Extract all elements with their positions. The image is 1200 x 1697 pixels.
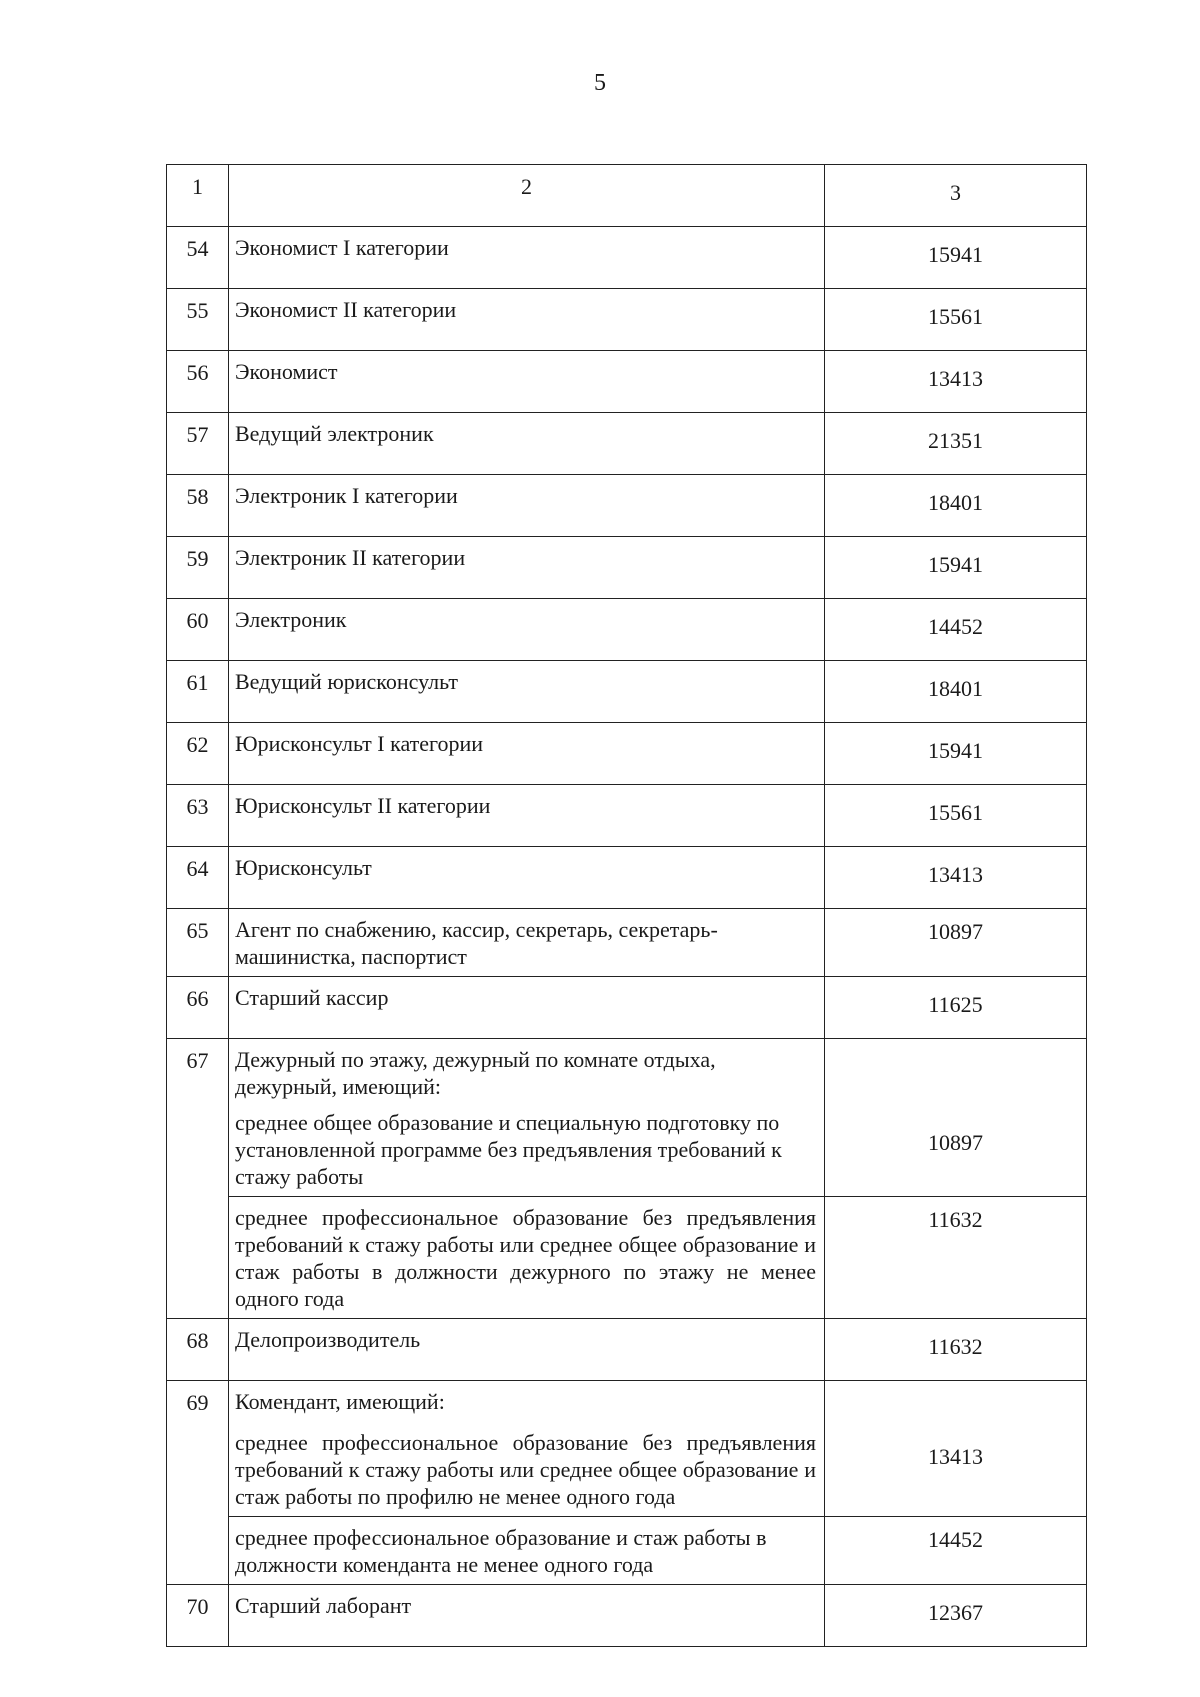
table-row: [167, 413, 1087, 475]
position-name: Агент по снабжению, кассир, секретарь, секретарь-машинистка, паспортист: [229, 909, 825, 977]
row-number: 58: [167, 475, 229, 537]
table-row: [167, 661, 1087, 723]
position-name: Экономист II категории: [229, 289, 825, 351]
table-row: [167, 1319, 1087, 1381]
table-row: [167, 1039, 1087, 1197]
salary-value: 10897: [825, 1039, 1087, 1197]
table-header-row: [167, 165, 1087, 227]
salary-value: 18401: [825, 661, 1087, 723]
salary-value: 15941: [825, 227, 1087, 289]
salary-value: 14452: [825, 599, 1087, 661]
salary-value: 15561: [825, 289, 1087, 351]
table-row: [167, 785, 1087, 847]
table-row: [167, 537, 1087, 599]
salary-value: 15561: [825, 785, 1087, 847]
table-row: [167, 1381, 1087, 1517]
salary-value: 15941: [825, 723, 1087, 785]
table-row: [167, 723, 1087, 785]
position-condition: среднее профессиональное образование без предъявления требований к стажу работы или среднее общее образование и стаж работы в должности дежурного по этажу не менее одного года: [229, 1197, 825, 1319]
table-row: [167, 227, 1087, 289]
salary-value: 13413: [825, 1381, 1087, 1517]
position-name: Электроник: [229, 599, 825, 661]
salary-value: 18401: [825, 475, 1087, 537]
table-row: [167, 1517, 1087, 1585]
row-number: 66: [167, 977, 229, 1039]
page-number: 5: [594, 70, 606, 96]
salary-value: 14452: [825, 1517, 1087, 1585]
position-name: Электроник I категории: [229, 475, 825, 537]
table-row: [167, 1585, 1087, 1647]
salary-value: 11625: [825, 977, 1087, 1039]
position-name: Экономист I категории: [229, 227, 825, 289]
position-name: Делопроизводитель: [229, 1319, 825, 1381]
table-row: [167, 847, 1087, 909]
row-number: 59: [167, 537, 229, 599]
position-name: Экономист: [229, 351, 825, 413]
salary-value: 13413: [825, 351, 1087, 413]
position-name-group: [229, 1039, 825, 1197]
position-name: Ведущий электроник: [229, 413, 825, 475]
position-condition: среднее общее образование и специальную подготовку по установленной программе без предъявления требований к стажу работы: [235, 1110, 782, 1189]
table-row: [167, 289, 1087, 351]
row-number: 57: [167, 413, 229, 475]
salary-value: 11632: [825, 1319, 1087, 1381]
row-number: 54: [167, 227, 229, 289]
salary-value: 15941: [825, 537, 1087, 599]
position-condition: среднее профессиональное образование без предъявления требований к стажу работы или среднее общее образование и стаж работы по профилю не менее одного года: [235, 1430, 816, 1509]
header-col-2: 2: [229, 165, 825, 227]
position-name: Старший лаборант: [229, 1585, 825, 1647]
table-row: [167, 909, 1087, 977]
row-number: 61: [167, 661, 229, 723]
salary-value: 10897: [825, 909, 1087, 977]
position-name: Ведущий юрисконсульт: [229, 661, 825, 723]
table-row: [167, 475, 1087, 537]
row-number: 60: [167, 599, 229, 661]
salary-value: 13413: [825, 847, 1087, 909]
position-name: Дежурный по этажу, дежурный по комнате отдыха, дежурный, имеющий:: [235, 1047, 716, 1099]
row-number: 62: [167, 723, 229, 785]
table-row: [167, 977, 1087, 1039]
table-row: [167, 599, 1087, 661]
table-row: [167, 1197, 1087, 1319]
position-name: Старший кассир: [229, 977, 825, 1039]
position-name-group: [229, 1381, 825, 1517]
header-col-1: 1: [167, 165, 229, 227]
row-number: 64: [167, 847, 229, 909]
salary-table: [166, 164, 1087, 1647]
row-number: 56: [167, 351, 229, 413]
row-number: 65: [167, 909, 229, 977]
salary-value: 12367: [825, 1585, 1087, 1647]
position-name: Юрисконсульт II категории: [229, 785, 825, 847]
row-number: 67: [167, 1039, 229, 1319]
table-row: [167, 351, 1087, 413]
position-name: Юрисконсульт I категории: [229, 723, 825, 785]
position-name: Юрисконсульт: [229, 847, 825, 909]
salary-value: 21351: [825, 413, 1087, 475]
row-number: 55: [167, 289, 229, 351]
row-number: 69: [167, 1381, 229, 1585]
row-number: 70: [167, 1585, 229, 1647]
position-name: Электроник II категории: [229, 537, 825, 599]
row-number: 68: [167, 1319, 229, 1381]
position-condition: среднее профессиональное образование и стаж работы в должности коменданта не менее одного года: [229, 1517, 825, 1585]
position-name: Комендант, имеющий:: [235, 1389, 445, 1414]
row-number: 63: [167, 785, 229, 847]
header-col-3: 3: [825, 165, 1087, 227]
salary-value: 11632: [825, 1197, 1087, 1319]
